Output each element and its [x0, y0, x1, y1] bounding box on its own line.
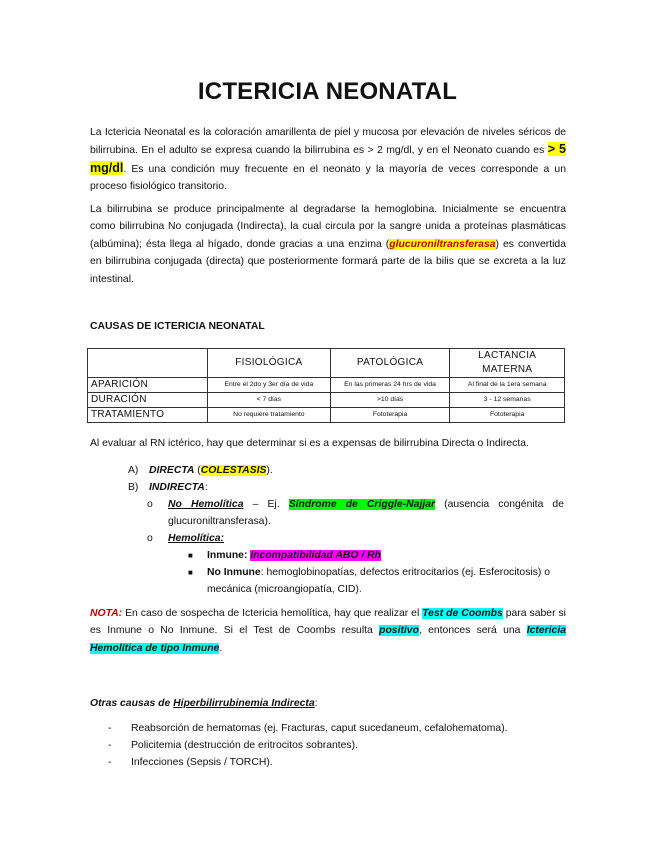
colestasis-highlight: COLESTASIS [200, 465, 267, 476]
otras-item-text: Infecciones (Sepsis / TORCH). [131, 757, 273, 768]
table-cell: < 7 días [208, 393, 331, 408]
table-header-cell: LACTANCIA MATERNA [450, 349, 565, 378]
ictericia-inmune-highlight: Ictericia Hemolítica de tipo Inmune [90, 625, 566, 654]
nota-paragraph [90, 605, 566, 657]
table-header-row [88, 349, 565, 378]
directa-label: DIRECTA [149, 465, 195, 476]
list-item-indirecta [128, 479, 208, 496]
causas-table [87, 348, 565, 423]
criggle-najjar-highlight: Síndrome de Criggle-Najjar [288, 499, 436, 510]
abo-rh-highlight: Incompatibilidad ABO / Rh [250, 550, 381, 561]
causas-title: CAUSAS DE ICTERICIA NEONATAL [90, 321, 265, 332]
otras-item-text: Reabsorción de hematomas (ej. Fracturas, caput sucedaneum, cefalohematoma). [131, 723, 508, 734]
paren-close: ). [266, 465, 273, 476]
paren-open: ( [194, 465, 201, 476]
no-inmune-desc: : hemoglobinopatías, defectos eritrocitarios (ej. Esferocitosis) o mecánica (microangiopatía, CID). [207, 567, 551, 595]
hemolitica-colon: : [220, 533, 225, 544]
table-cell: En las primeras 24 hrs de vida [330, 378, 450, 393]
no-hemolitica-sep: – Ej. [243, 499, 289, 510]
nota-text-2: para saber si es Inmune o No Inmune. Si el Test de Coombs resulta [90, 608, 566, 637]
table-row [88, 378, 565, 393]
table-header-cell: FISIOLÓGICA [208, 349, 331, 378]
otras-item-text: Policitemia (destrucción de eritrocitos sobrantes). [131, 740, 358, 751]
table-cell: >10 días [330, 393, 450, 408]
no-hemolitica-desc: (ausencia congénita de glucuroniltransferasa). [168, 499, 564, 527]
intro-paragraph-2 [90, 201, 566, 288]
otras-causas-heading [90, 695, 318, 712]
bullet-item-no-inmune [188, 564, 568, 598]
nota-text-3: , entonces será una [418, 625, 527, 637]
list-item [108, 737, 358, 754]
table-header-cell: PATOLÓGICA [330, 349, 450, 378]
list-marker: A) [128, 465, 139, 476]
table-row [88, 393, 565, 408]
test-coombs-highlight: Test de Coombs [422, 608, 503, 619]
inmune-colon: : [243, 550, 251, 561]
table-row-label: TRATAMIENTO [88, 408, 208, 423]
no-hemolitica-label: No Hemolítica [168, 499, 244, 510]
dash-marker: - [108, 740, 112, 751]
list-item [108, 720, 508, 737]
indirecta-label: INDIRECTA [149, 482, 205, 493]
bullet-item-inmune [188, 547, 381, 564]
square-bullet-icon: ■ [188, 551, 193, 560]
table-row-label: APARICIÓN [88, 378, 208, 393]
list-marker: B) [128, 482, 139, 493]
nota-text-4: . [219, 642, 223, 654]
otras-pre: Otras causas de [90, 698, 174, 709]
square-bullet-icon: ■ [188, 568, 193, 577]
circle-bullet-icon: o [147, 499, 153, 510]
positivo-highlight: positivo [379, 625, 419, 637]
intro-p2-text-b: ) es convertida en bilirrubina conjugada (directa) que posteriormente formará parte de la bilis que se excreta a la luz intestinal. [90, 238, 566, 285]
list-item-directa [128, 462, 273, 479]
table-row [88, 408, 565, 423]
no-inmune-label: No Inmune [207, 567, 261, 578]
table-cell: Al final de la 1era semana [450, 378, 565, 393]
otras-post: : [314, 698, 318, 709]
sublist-item-no-hemolitica [147, 496, 567, 530]
table-row-label: DURACIÓN [88, 393, 208, 408]
intro-p2-text-a: La bilirrubina se produce principalmente al degradarse la hemoglobina. Inicialmente se encuentra como bilirrubina No conjugada (Indirecta), la cual circula por la sangre unida a proteínas plasmáticas (albúmina); ésta llega al hígado, donde gracias a una enzima ( [90, 204, 566, 250]
table-cell: Entre el 2do y 3er día de vida [208, 378, 331, 393]
enzyme-highlight: glucuroniltransferasa [389, 238, 496, 250]
evaluation-sentence: Al evaluar al RN ictérico, hay que determinar si es a expensas de bilirrubina Directa o Indirecta. [90, 438, 529, 449]
list-item [108, 754, 273, 771]
hemolitica-label: Hemolítica [168, 533, 221, 544]
table-cell: No requiere tratamiento [208, 408, 331, 423]
dash-marker: - [108, 757, 112, 768]
sublist-item-hemolitica [147, 530, 224, 547]
nota-text-1: En caso de sospecha de Ictericia hemolítica, hay que realizar el [122, 608, 423, 619]
dash-marker: - [108, 723, 112, 734]
otras-term: Hiperbilirrubinemia Indirecta [173, 698, 315, 709]
table-cell: Fototerapia [450, 408, 565, 423]
table-cell: Fototerapia [330, 408, 450, 423]
intro-p1-highlight: > 5 mg/dl [90, 142, 566, 175]
circle-bullet-icon: o [147, 533, 153, 544]
intro-paragraph-1 [90, 124, 566, 196]
intro-p1-text-b: . Es una condición muy frecuente en el neonato y la mayoría de veces corresponde a un proceso fisiológico transitorio. [90, 163, 566, 193]
indirecta-colon: : [204, 482, 208, 493]
intro-p1-text-a: La Ictericia Neonatal es la coloración amarillenta de piel y mucosa por elevación de niveles séricos de bilirrubina. En el adulto se expresa cuando la bilirrubina es > 2 mg/dl, y en el Neonato cuando es [90, 127, 566, 157]
table-header-cell [88, 349, 208, 378]
inmune-label: Inmune [207, 550, 244, 561]
page-title: ICTERICIA NEONATAL [197, 78, 458, 105]
table-cell: 3 - 12 semanas [450, 393, 565, 408]
nota-label: NOTA: [90, 608, 123, 619]
